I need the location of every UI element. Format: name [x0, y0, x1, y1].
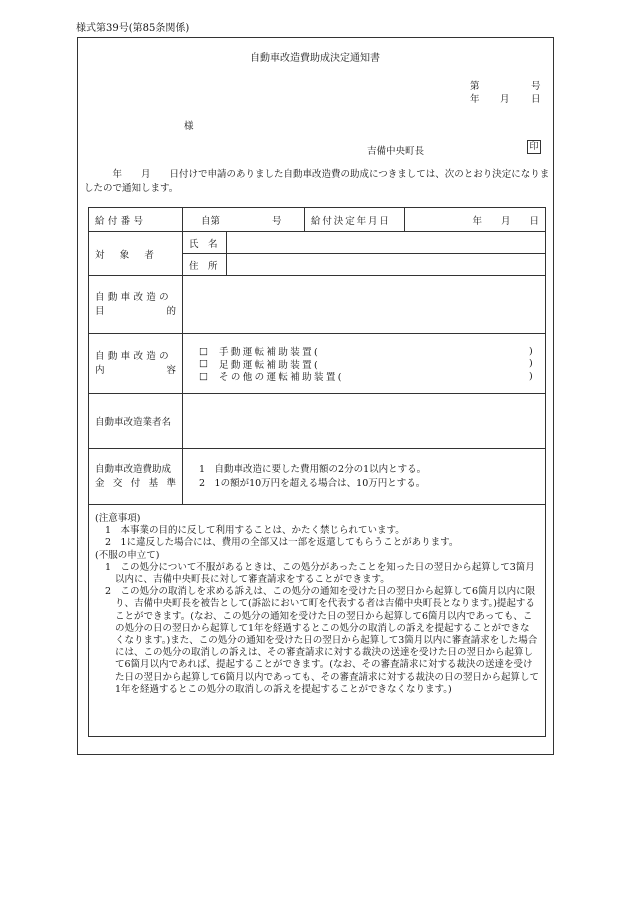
- decision-table: [88, 207, 546, 737]
- seal-mark: 印: [527, 140, 541, 154]
- intro-paragraph: 年 月 日付けで申請のありました自動車改造費の助成につきましては、次のとおり決定になりましたので通知します。: [84, 169, 550, 194]
- number-dai: 第: [470, 81, 480, 92]
- jusho-value: [227, 254, 546, 276]
- checkbox-icon[interactable]: □: [199, 358, 208, 369]
- chui-item-1: 1 本事業の目的に反して利用することは、かたく禁じられています。: [105, 525, 405, 537]
- issuer-name: 吉備中央町長: [367, 146, 425, 157]
- checkbox-icon[interactable]: □: [199, 370, 208, 382]
- kijun-item-2: 2 1の額が10万円を超える場合は、10万円とする。: [199, 477, 426, 489]
- gyosha-label: 自動車改造業者名: [89, 394, 183, 449]
- date-day: 日: [531, 94, 541, 105]
- naiyo-item-1: □ 手動運転補助装置( ): [199, 345, 533, 358]
- chui-heading: (注意事項): [95, 513, 141, 524]
- kijun-item-1: 1 自動車改造に要した費用額の2分の1以内とする。: [199, 463, 427, 475]
- kettei-date-label: 給付決定年月日: [305, 208, 405, 232]
- naiyo-label: 自動車改造の 内 容: [89, 334, 183, 394]
- chui-item-2: 2 1に違反した場合には、費用の全部又は一部を返還してもらうことがあります。: [105, 537, 459, 549]
- jusho-label: 住 所: [183, 254, 227, 276]
- taisho-label: 対象者: [89, 232, 183, 276]
- naiyo-checkbox-list: [183, 334, 546, 394]
- kyufu-bango-value: 自第 号: [183, 208, 305, 232]
- form-number-label: 様式第39号(第85条関係): [76, 23, 190, 34]
- gyosha-value: [183, 394, 546, 449]
- date-year: 年: [470, 94, 480, 105]
- kijun-value: [183, 449, 546, 505]
- naiyo-item-2: □ 足動運転補助装置( ): [199, 358, 533, 371]
- notes-section: [89, 505, 546, 737]
- recipient-suffix: 様: [184, 121, 194, 132]
- number-go: 号: [531, 81, 541, 92]
- kettei-date-value: 年 月 日: [405, 208, 546, 232]
- fufuku-item-2: 2 この処分の取消しを求める訴えは、この処分の通知を受けた日の翌日から起算して6箇月以内に限り、吉備中央町長を被告として(訴訟において町を代表する者は吉備中央町長となります。)提起することができます。(なお、この処分の通知を受けた日の翌日から起算して6箇月以内であっても、この処分の日の翌日から起算して1年を経過するとこの処分の取消しの訴えを提起することができなくなります。)また、この処分の通知を受けた日の翌日から起算して3箇月以内に審査請求をした場合には、この処分の取消しの訴えは、その審査請求に対する裁決の送達を受けた日の翌日から起算して6箇月以内であれば、提起することができます。(なお、その審査請求に対する裁決の送達を受けた日の翌日から起算して6箇月以内であっても、その審査請求に対する裁決の日の翌日から起算して1年を経過するとこの処分の取消しの訴えを提起することができなくなります。): [105, 586, 539, 695]
- mokuteki-label: 自動車改造の 目 的: [89, 276, 183, 334]
- date-month: 月: [500, 94, 510, 105]
- naiyo-item-3: □ その他の運転補助装置( ): [199, 370, 533, 383]
- shimei-value: [227, 232, 546, 254]
- shimei-label: 氏 名: [183, 232, 227, 254]
- checkbox-icon[interactable]: □: [199, 345, 208, 357]
- fufuku-heading: (不服の申立て): [95, 549, 160, 561]
- fufuku-item-1: 1 この処分について不服があるときは、この処分があったことを知った日の翌日から起算して3箇月以内に、吉備中央町長に対して審査請求をすることができます。: [105, 561, 535, 586]
- kijun-label: 自動車改造費助成 金 交 付 基 準: [89, 449, 183, 505]
- mokuteki-value: [183, 276, 546, 334]
- kyufu-bango-label: 給付番号: [89, 208, 183, 232]
- document-title: 自動車改造費助成決定通知書: [250, 53, 380, 64]
